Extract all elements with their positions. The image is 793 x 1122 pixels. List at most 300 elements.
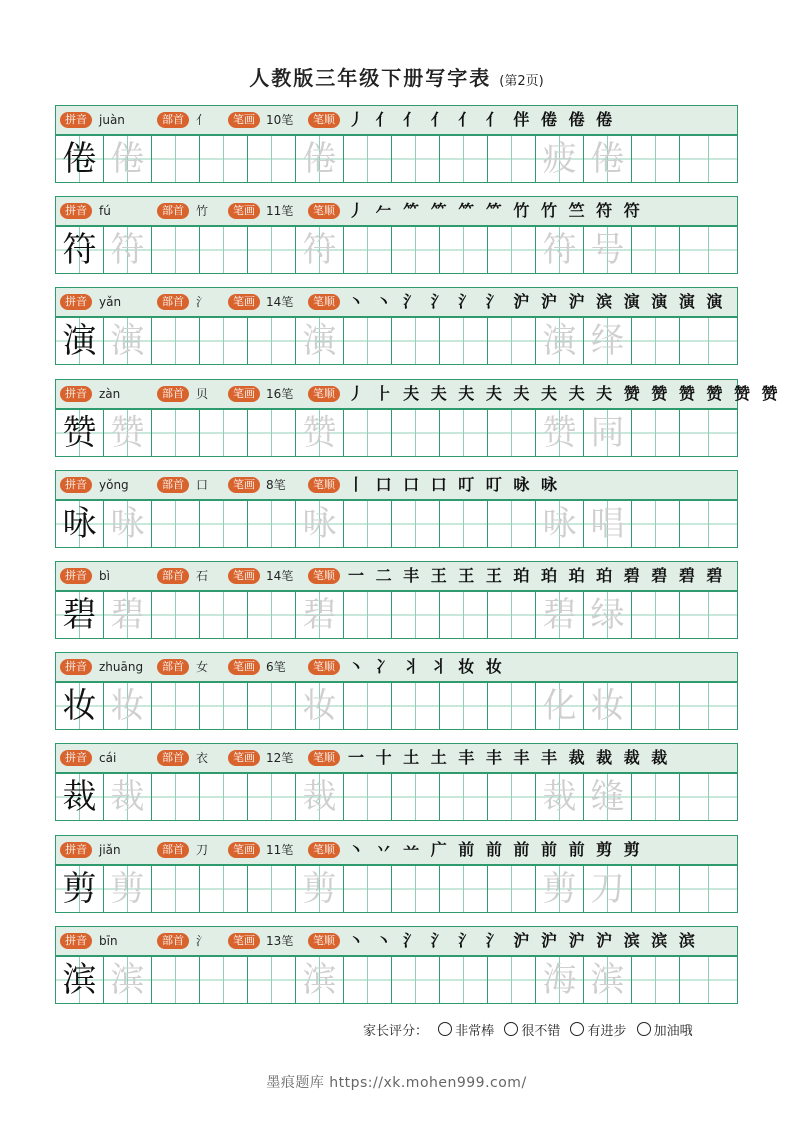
writing-cell[interactable] (55, 591, 103, 639)
writing-cell[interactable] (247, 591, 295, 639)
writing-cell[interactable] (55, 409, 103, 457)
writing-cell[interactable] (391, 956, 439, 1004)
radical-value: 氵 (196, 295, 209, 309)
writing-grid (55, 773, 738, 821)
writing-cell[interactable] (199, 226, 247, 274)
writing-cell[interactable] (583, 865, 631, 913)
stroke-order-sequence: 丨 口 口 口 叮 叮 咏 咏 (348, 475, 560, 494)
writing-grid (55, 409, 738, 457)
radical-value: 亻 (196, 113, 209, 127)
writing-cell[interactable] (151, 226, 199, 274)
pinyin-badge: 拼音 (60, 386, 92, 402)
character-block (55, 561, 738, 639)
radical-badge: 部首 (157, 203, 189, 219)
stroke-count-value: 10笔 (266, 113, 294, 127)
writing-cell[interactable] (343, 500, 391, 548)
radical-badge: 部首 (157, 477, 189, 493)
word-character: 同 (590, 413, 625, 453)
writing-cell[interactable] (247, 409, 295, 457)
stroke-order-sequence: 一 十 土 土 丰 丰 丰 丰 裁 裁 裁 裁 (348, 748, 671, 767)
stroke-order-sequence: 丶 丷 䒑 广 前 前 前 前 前 剪 剪 (348, 840, 643, 859)
pinyin-badge: 拼音 (60, 659, 92, 675)
writing-cell[interactable] (103, 591, 151, 639)
pinyin-value: juàn (99, 113, 125, 127)
writing-cell[interactable] (55, 865, 103, 913)
word-character: 剪 (542, 869, 577, 909)
stroke-count-badge: 笔画 (228, 294, 260, 310)
writing-cell[interactable] (343, 591, 391, 639)
stroke-count-badge: 笔画 (228, 112, 260, 128)
writing-cell[interactable] (631, 409, 679, 457)
model-character: 符 (62, 230, 97, 270)
stroke-order-badge: 笔顺 (308, 203, 340, 219)
rating-radio-1[interactable] (438, 1022, 452, 1036)
trace-character: 裁 (302, 777, 337, 817)
writing-cell[interactable] (535, 956, 583, 1004)
writing-cell[interactable] (103, 956, 151, 1004)
writing-grid (55, 135, 738, 183)
character-info-header (55, 835, 738, 865)
writing-cell[interactable] (55, 226, 103, 274)
writing-cell[interactable] (679, 773, 738, 821)
stroke-order-sequence: 丿 亻 亻 亻 亻 亻 伴 倦 倦 倦 (348, 110, 616, 129)
pinyin-badge: 拼音 (60, 112, 92, 128)
writing-cell[interactable] (199, 409, 247, 457)
character-block (55, 287, 738, 365)
model-character: 碧 (62, 595, 97, 635)
writing-cell[interactable] (151, 865, 199, 913)
writing-cell[interactable] (535, 682, 583, 730)
writing-cell[interactable] (631, 135, 679, 183)
rating-radio-2[interactable] (504, 1022, 518, 1036)
writing-cell[interactable] (247, 500, 295, 548)
word-character: 海 (542, 960, 577, 1000)
writing-cell[interactable] (631, 226, 679, 274)
word-character: 疲 (542, 139, 577, 179)
stroke-order-badge: 笔顺 (308, 568, 340, 584)
writing-cell[interactable] (439, 226, 487, 274)
character-info-header (55, 105, 738, 135)
pinyin-badge: 拼音 (60, 750, 92, 766)
writing-cell[interactable] (583, 956, 631, 1004)
writing-cell[interactable] (583, 500, 631, 548)
trace-character: 滨 (302, 960, 337, 1000)
trace-character: 赞 (110, 413, 145, 453)
character-block (55, 926, 738, 1004)
trace-character: 咏 (110, 504, 145, 544)
writing-cell[interactable] (295, 409, 343, 457)
writing-cell[interactable] (199, 317, 247, 365)
writing-cell[interactable] (535, 773, 583, 821)
stroke-count-value: 12笔 (266, 751, 294, 765)
writing-cell[interactable] (391, 226, 439, 274)
character-info-header (55, 743, 738, 773)
character-info-header (55, 652, 738, 682)
writing-cell[interactable] (679, 317, 738, 365)
writing-cell[interactable] (487, 682, 535, 730)
writing-cell[interactable] (199, 773, 247, 821)
character-info-header (55, 561, 738, 591)
writing-cell[interactable] (199, 591, 247, 639)
stroke-count-badge: 笔画 (228, 203, 260, 219)
writing-cell[interactable] (487, 317, 535, 365)
trace-character: 裁 (110, 777, 145, 817)
pinyin-value: bì (99, 569, 110, 583)
word-character: 倦 (590, 139, 625, 179)
writing-cell[interactable] (343, 317, 391, 365)
writing-cell[interactable] (295, 865, 343, 913)
writing-cell[interactable] (631, 682, 679, 730)
word-character: 绿 (590, 595, 625, 635)
writing-cell[interactable] (439, 773, 487, 821)
trace-character: 符 (110, 230, 145, 270)
writing-cell[interactable] (343, 682, 391, 730)
word-character: 化 (542, 686, 577, 726)
trace-character: 赞 (302, 413, 337, 453)
writing-cell[interactable] (439, 682, 487, 730)
radical-badge: 部首 (157, 933, 189, 949)
writing-cell[interactable] (55, 682, 103, 730)
writing-cell[interactable] (535, 500, 583, 548)
writing-cell[interactable] (583, 226, 631, 274)
word-character: 滨 (590, 960, 625, 1000)
stroke-count-badge: 笔画 (228, 568, 260, 584)
trace-character: 滨 (110, 960, 145, 1000)
stroke-count-badge: 笔画 (228, 477, 260, 493)
writing-cell[interactable] (679, 409, 738, 457)
writing-cell[interactable] (295, 226, 343, 274)
writing-cell[interactable] (295, 682, 343, 730)
model-character: 滨 (62, 960, 97, 1000)
writing-cell[interactable] (55, 317, 103, 365)
writing-cell[interactable] (631, 591, 679, 639)
writing-cell[interactable] (247, 956, 295, 1004)
writing-cell[interactable] (247, 135, 295, 183)
writing-cell[interactable] (487, 591, 535, 639)
writing-cell[interactable] (631, 956, 679, 1004)
character-info-header (55, 196, 738, 226)
stroke-order-badge: 笔顺 (308, 750, 340, 766)
writing-cell[interactable] (199, 682, 247, 730)
stroke-count-value: 13笔 (266, 934, 294, 948)
writing-cell[interactable] (103, 773, 151, 821)
writing-cell[interactable] (103, 682, 151, 730)
radical-value: 口 (196, 478, 209, 492)
parent-rating (363, 1020, 693, 1039)
writing-cell[interactable] (151, 773, 199, 821)
pinyin-value: cái (99, 751, 117, 765)
writing-cell[interactable] (583, 682, 631, 730)
writing-cell[interactable] (535, 865, 583, 913)
stroke-order-badge: 笔顺 (308, 659, 340, 675)
writing-cell[interactable] (439, 409, 487, 457)
writing-cell[interactable] (247, 773, 295, 821)
trace-character: 碧 (110, 595, 145, 635)
radical-value: 女 (196, 660, 209, 674)
writing-cell[interactable] (583, 135, 631, 183)
writing-cell[interactable] (103, 865, 151, 913)
stroke-count-value: 16笔 (266, 387, 294, 401)
writing-cell[interactable] (535, 317, 583, 365)
writing-cell[interactable] (439, 865, 487, 913)
pinyin-badge: 拼音 (60, 568, 92, 584)
radical-value: 刀 (196, 843, 209, 857)
writing-cell[interactable] (535, 409, 583, 457)
writing-cell[interactable] (583, 409, 631, 457)
writing-cell[interactable] (199, 135, 247, 183)
writing-cell[interactable] (199, 865, 247, 913)
writing-cell[interactable] (487, 956, 535, 1004)
pinyin-value: jiǎn (99, 843, 121, 857)
writing-cell[interactable] (343, 773, 391, 821)
stroke-order-sequence: 一 二 丰 王 王 王 珀 珀 珀 珀 碧 碧 碧 碧 (348, 566, 726, 585)
radical-badge: 部首 (157, 750, 189, 766)
writing-cell[interactable] (295, 773, 343, 821)
radical-value: 氵 (196, 934, 209, 948)
writing-cell[interactable] (535, 226, 583, 274)
radical-badge: 部首 (157, 659, 189, 675)
writing-cell[interactable] (439, 135, 487, 183)
writing-cell[interactable] (679, 135, 738, 183)
writing-cell[interactable] (151, 591, 199, 639)
writing-cell[interactable] (487, 409, 535, 457)
character-info-header (55, 470, 738, 500)
character-info-header (55, 926, 738, 956)
page-title: 人教版三年级下册写字表 (249, 66, 492, 90)
writing-cell[interactable] (343, 409, 391, 457)
model-character: 剪 (62, 869, 97, 909)
writing-cell[interactable] (343, 226, 391, 274)
writing-cell[interactable] (631, 865, 679, 913)
trace-character: 剪 (302, 869, 337, 909)
writing-cell[interactable] (103, 409, 151, 457)
writing-grid (55, 591, 738, 639)
trace-character: 倦 (110, 139, 145, 179)
writing-cell[interactable] (583, 317, 631, 365)
radical-value: 石 (196, 569, 209, 583)
writing-grid (55, 865, 738, 913)
model-character: 倦 (62, 139, 97, 179)
writing-cell[interactable] (631, 500, 679, 548)
stroke-order-badge: 笔顺 (308, 112, 340, 128)
writing-cell[interactable] (55, 773, 103, 821)
writing-grid (55, 500, 738, 548)
writing-cell[interactable] (151, 409, 199, 457)
radical-badge: 部首 (157, 294, 189, 310)
stroke-order-badge: 笔顺 (308, 294, 340, 310)
character-block (55, 379, 781, 457)
word-character: 刀 (590, 869, 625, 909)
writing-cell[interactable] (439, 591, 487, 639)
writing-grid (55, 956, 738, 1004)
writing-cell[interactable] (679, 865, 738, 913)
word-character: 号 (590, 230, 625, 270)
rating-radio-4[interactable] (637, 1022, 651, 1036)
pinyin-value: bīn (99, 934, 118, 948)
writing-cell[interactable] (103, 135, 151, 183)
character-block (55, 835, 738, 913)
writing-cell[interactable] (295, 317, 343, 365)
trace-character: 剪 (110, 869, 145, 909)
rating-option-2: 很不错 (521, 1024, 561, 1039)
pinyin-value: fú (99, 204, 111, 218)
writing-cell[interactable] (199, 500, 247, 548)
rating-option-1: 非常棒 (455, 1024, 495, 1039)
stroke-order-badge: 笔顺 (308, 933, 340, 949)
stroke-order-sequence: 丶 丶 氵 氵 氵 氵 沪 沪 沪 沪 滨 滨 滨 (348, 931, 698, 950)
stroke-count-badge: 笔画 (228, 933, 260, 949)
writing-cell[interactable] (487, 500, 535, 548)
pinyin-value: zhuāng (99, 660, 144, 674)
rating-radio-3[interactable] (570, 1022, 584, 1036)
character-block (55, 652, 738, 730)
writing-cell[interactable] (535, 135, 583, 183)
radical-badge: 部首 (157, 386, 189, 402)
writing-cell[interactable] (103, 317, 151, 365)
writing-cell[interactable] (343, 865, 391, 913)
writing-cell[interactable] (439, 500, 487, 548)
writing-cell[interactable] (487, 226, 535, 274)
writing-cell[interactable] (391, 591, 439, 639)
writing-cell[interactable] (199, 956, 247, 1004)
writing-cell[interactable] (247, 317, 295, 365)
writing-cell[interactable] (391, 317, 439, 365)
writing-cell[interactable] (391, 135, 439, 183)
writing-cell[interactable] (343, 135, 391, 183)
word-character: 赞 (542, 413, 577, 453)
writing-cell[interactable] (295, 500, 343, 548)
writing-cell[interactable] (103, 226, 151, 274)
model-character: 咏 (62, 504, 97, 544)
radical-value: 竹 (196, 204, 209, 218)
writing-cell[interactable] (391, 682, 439, 730)
writing-cell[interactable] (55, 956, 103, 1004)
writing-cell[interactable] (343, 956, 391, 1004)
stroke-count-badge: 笔画 (228, 842, 260, 858)
word-character: 碧 (542, 595, 577, 635)
rating-option-4: 加油哦 (653, 1024, 693, 1039)
writing-cell[interactable] (679, 591, 738, 639)
stroke-count-value: 14笔 (266, 295, 294, 309)
writing-cell[interactable] (295, 956, 343, 1004)
trace-character: 碧 (302, 595, 337, 635)
writing-cell[interactable] (247, 226, 295, 274)
writing-cell[interactable] (679, 682, 738, 730)
writing-cell[interactable] (247, 865, 295, 913)
trace-character: 演 (302, 321, 337, 361)
pinyin-badge: 拼音 (60, 842, 92, 858)
stroke-count-badge: 笔画 (228, 750, 260, 766)
stroke-count-value: 14笔 (266, 569, 294, 583)
writing-cell[interactable] (295, 135, 343, 183)
writing-cell[interactable] (439, 956, 487, 1004)
pinyin-badge: 拼音 (60, 294, 92, 310)
stroke-order-badge: 笔顺 (308, 386, 340, 402)
radical-value: 衣 (196, 751, 209, 765)
writing-cell[interactable] (391, 773, 439, 821)
writing-cell[interactable] (679, 956, 738, 1004)
writing-cell[interactable] (295, 591, 343, 639)
writing-cell[interactable] (391, 409, 439, 457)
word-character: 妆 (590, 686, 625, 726)
stroke-count-badge: 笔画 (228, 659, 260, 675)
writing-cell[interactable] (679, 500, 738, 548)
model-character: 赞 (62, 413, 97, 453)
writing-cell[interactable] (103, 500, 151, 548)
writing-cell[interactable] (247, 682, 295, 730)
writing-cell[interactable] (487, 135, 535, 183)
rating-label: 家长评分： (363, 1024, 429, 1039)
writing-grid (55, 317, 738, 365)
model-character: 演 (62, 321, 97, 361)
writing-cell[interactable] (151, 135, 199, 183)
writing-grid (55, 226, 738, 274)
trace-character: 倦 (302, 139, 337, 179)
word-character: 符 (542, 230, 577, 270)
trace-character: 咏 (302, 504, 337, 544)
writing-cell[interactable] (391, 500, 439, 548)
writing-cell[interactable] (487, 865, 535, 913)
character-block (55, 470, 738, 548)
pinyin-badge: 拼音 (60, 933, 92, 949)
writing-cell[interactable] (151, 682, 199, 730)
writing-cell[interactable] (151, 317, 199, 365)
trace-character: 演 (110, 321, 145, 361)
writing-cell[interactable] (151, 956, 199, 1004)
trace-character: 妆 (110, 686, 145, 726)
character-block (55, 105, 738, 183)
writing-cell[interactable] (487, 773, 535, 821)
writing-cell[interactable] (439, 317, 487, 365)
character-block (55, 196, 738, 274)
radical-value: 贝 (196, 387, 209, 401)
stroke-order-badge: 笔顺 (308, 477, 340, 493)
writing-cell[interactable] (631, 317, 679, 365)
character-info-header (55, 379, 781, 409)
writing-cell[interactable] (151, 500, 199, 548)
pinyin-badge: 拼音 (60, 203, 92, 219)
writing-cell[interactable] (631, 773, 679, 821)
stroke-order-sequence: 丿 ⺊ 夫 夫 夫 夫 夫 夫 夫 夫 赞 赞 赞 赞 赞 赞 (348, 384, 781, 403)
character-block (55, 743, 738, 821)
word-character: 缝 (590, 777, 625, 817)
page-number: (第2页) (499, 74, 544, 89)
radical-badge: 部首 (157, 112, 189, 128)
writing-cell[interactable] (55, 500, 103, 548)
writing-cell[interactable] (535, 591, 583, 639)
stroke-count-value: 11笔 (266, 843, 294, 857)
website-footer: 墨痕题库 https://xk.mohen999.com/ (266, 1075, 527, 1091)
writing-cell[interactable] (583, 773, 631, 821)
writing-cell[interactable] (679, 226, 738, 274)
writing-cell[interactable] (583, 591, 631, 639)
pinyin-value: zàn (99, 387, 121, 401)
radical-badge: 部首 (157, 568, 189, 584)
stroke-order-sequence: 丶 冫 丬 丬 妆 妆 (348, 657, 505, 676)
stroke-order-badge: 笔顺 (308, 842, 340, 858)
word-character: 咏 (542, 504, 577, 544)
word-character: 绎 (590, 321, 625, 361)
writing-cell[interactable] (391, 865, 439, 913)
trace-character: 妆 (302, 686, 337, 726)
stroke-order-sequence: 丿 𠂉 ⺮ ⺮ ⺮ ⺮ 竹 竹 竺 符 符 (348, 201, 643, 220)
rating-option-3: 有进步 (587, 1024, 627, 1039)
stroke-count-badge: 笔画 (228, 386, 260, 402)
stroke-count-value: 6笔 (266, 660, 286, 674)
writing-cell[interactable] (55, 135, 103, 183)
character-info-header (55, 287, 738, 317)
stroke-count-value: 8笔 (266, 478, 286, 492)
